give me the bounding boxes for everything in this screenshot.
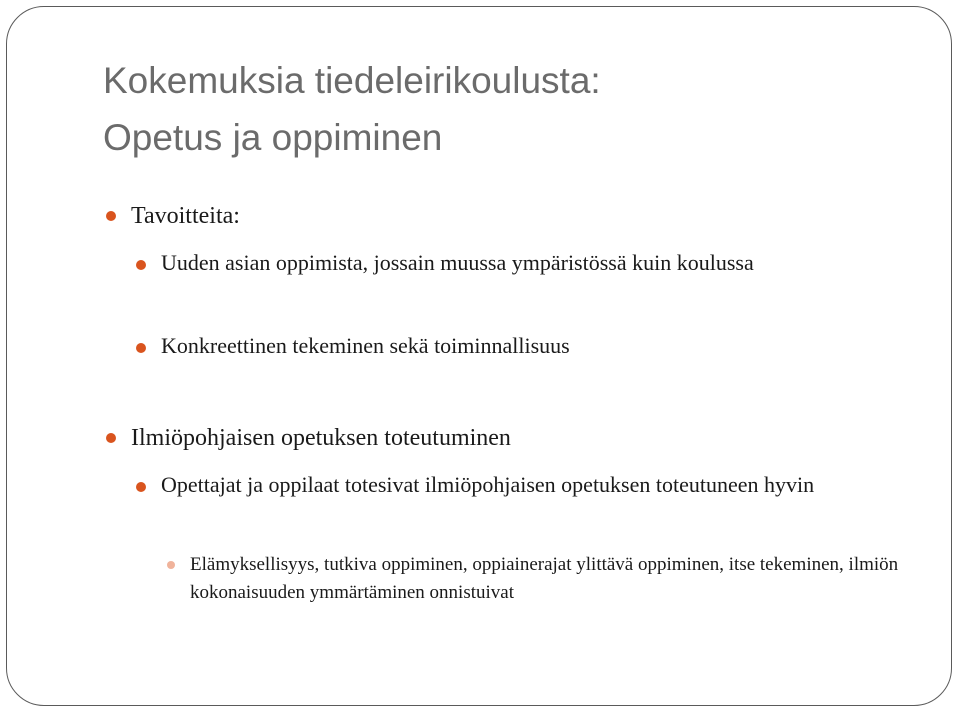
bullet-goal-concrete: Konkreettinen tekeminen sekä toiminnallisuus [161,333,570,358]
slide-title-line-2: Opetus ja oppiminen [103,117,443,158]
bullet-phenomenon: Ilmiöpohjaisen opetuksen toteutuminen [131,425,511,451]
bullet-experiences: Elämyksellisyys, tutkiva oppiminen, oppiainerajat ylittävä oppiminen, itse tekeminen, ilmiön kokonaisuuden ymmärtäminen onnistuivat [190,554,899,603]
bullet-goals: Tavoitteita: [131,203,240,229]
bullet-icon [136,260,146,270]
slide-title-line-1: Kokemuksia tiedeleirikoulusta: [103,60,601,101]
bullet-icon [136,343,146,353]
bullet-icon [106,211,116,221]
bullet-goal-learning: Uuden asian oppimista, jossain muussa ympäristössä kuin koulussa [161,250,754,275]
bullet-icon [136,482,146,492]
bullet-icon [106,433,116,443]
bullet-icon [167,561,175,569]
bullet-teachers-students: Opettajat ja oppilaat totesivat ilmiöpohjaisen opetuksen toteutuneen hyvin [161,472,815,497]
